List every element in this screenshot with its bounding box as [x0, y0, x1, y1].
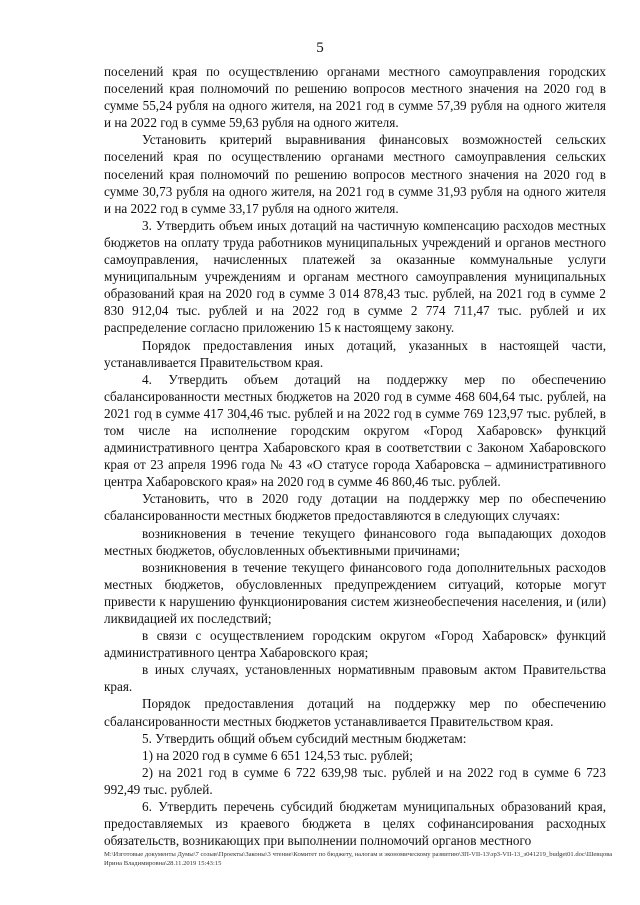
page-number: 5 [316, 40, 324, 56]
paragraph-13: 1) на 2020 год в сумме 6 651 124,53 тыс. рублей; [142, 747, 413, 763]
paragraph-7: возникновения в течение текущего финансового года выпадающих доходов местных бюджетов, обусловленных объективными причинами; [104, 525, 606, 558]
paragraph-5: 4. Утвердить объем дотаций на поддержку мер по обеспечению сбалансированности местных бюджетов на 2020 год в сумме 468 604,64 тыс. рублей, на 2021 год в сумме 417 304,46 тыс. рублей и на 2022 год в сумме 769 123,97 тыс. рублей, в том числе на исполнение городским округом «Город Хабаровск» функций административного центра Хабаровского края в соответствии с Законом Хабаровского края от 23 апреля 1996 года № 43 «О статусе города Хабаровска – административного центра Хабаровского края» на 2020 год в сумме 46 860,46 тыс. рублей. [104, 371, 606, 490]
paragraph-10: в иных случаях, установленных нормативным правовым актом Правительства края. [104, 662, 606, 695]
paragraph-14: 2) на 2021 год в сумме 6 722 639,98 тыс. рублей и на 2022 год в сумме 6 723 992,49 тыс. рублей. [104, 764, 606, 797]
file-path-footer: М:\Изготовые документы Думы\7 созыв\Проекты\Законы\3 чтение\Комитет по бюджету, налогам и экономическому развитию\ЗП-VII-13\зрЗ-VII-13_з041219_budget01.doc\Шевцова Ирина Владимировна\28.11.2019 15:43:15 [104, 851, 613, 867]
paragraph-9: в связи с осуществлением городским округом «Город Хабаровск» функций административного центра Хабаровского края; [104, 628, 606, 661]
paragraph-1: поселений края по осуществлению органами местного самоуправления городских поселений края полномочий по решению вопросов местного значения на 2020 год в сумме 55,24 рубля на одного жителя, на 2021 год в сумме 57,39 рубля на одного жителя и на 2022 год в сумме 59,63 рубля на одного жителя. [104, 64, 606, 131]
paragraph-3: 3. Утвердить объем иных дотаций на частичную компенсацию расходов местных бюджетов на оплату труда работников муниципальных учреждений и органов местного самоуправления, начисленных платежей за оказанные коммунальные услуги муниципальным учреждениям и органам местного самоуправления муниципальных образований края на 2020 год в сумме 3 014 878,43 тыс. рублей, на 2021 год в сумме 2 830 912,04 тыс. рублей и на 2022 год в сумме 2 774 711,47 тыс. рублей и их распределение согласно приложению 15 к настоящему закону. [104, 217, 606, 336]
paragraph-12: 5. Утвердить общий объем субсидий местным бюджетам: [142, 730, 467, 746]
paragraph-11: Порядок предоставления дотаций на поддержку мер по обеспечению сбалансированности местных бюджетов устанавливается Правительством края. [104, 696, 606, 729]
paragraph-2: Установить критерий выравнивания финансовых возможностей сельских поселений края по осуществлению органами местного самоуправления сельских поселений края полномочий по решению вопросов местного значения на 2020 год в сумме 30,73 рубля на одного жителя, на 2021 год в сумме 31,93 рубля на одного жителя и на 2022 год в сумме 33,17 рубля на одного жителя. [104, 132, 606, 216]
document-body [104, 63, 606, 849]
paragraph-6: Установить, что в 2020 году дотации на поддержку мер по обеспечению сбалансированности местных бюджетов предоставляются в следующих случаях: [104, 491, 606, 524]
paragraph-4: Порядок предоставления иных дотаций, указанных в настоящей части, устанавливается Правительством края. [104, 337, 606, 370]
paragraph-8: возникновения в течение текущего финансового года дополнительных расходов местных бюджетов, обусловленных предупреждением ситуаций, которые могут привести к нарушению функционирования систем жизнеобеспечения населения, и (или) ликвидацией их последствий; [104, 559, 606, 626]
paragraph-15: 6. Утвердить перечень субсидий бюджетам муниципальных образований края, предоставляемых из краевого бюджета в целях софинансирования расходных обязательств, возникающих при выполнении полномочий органов местного [104, 799, 606, 849]
